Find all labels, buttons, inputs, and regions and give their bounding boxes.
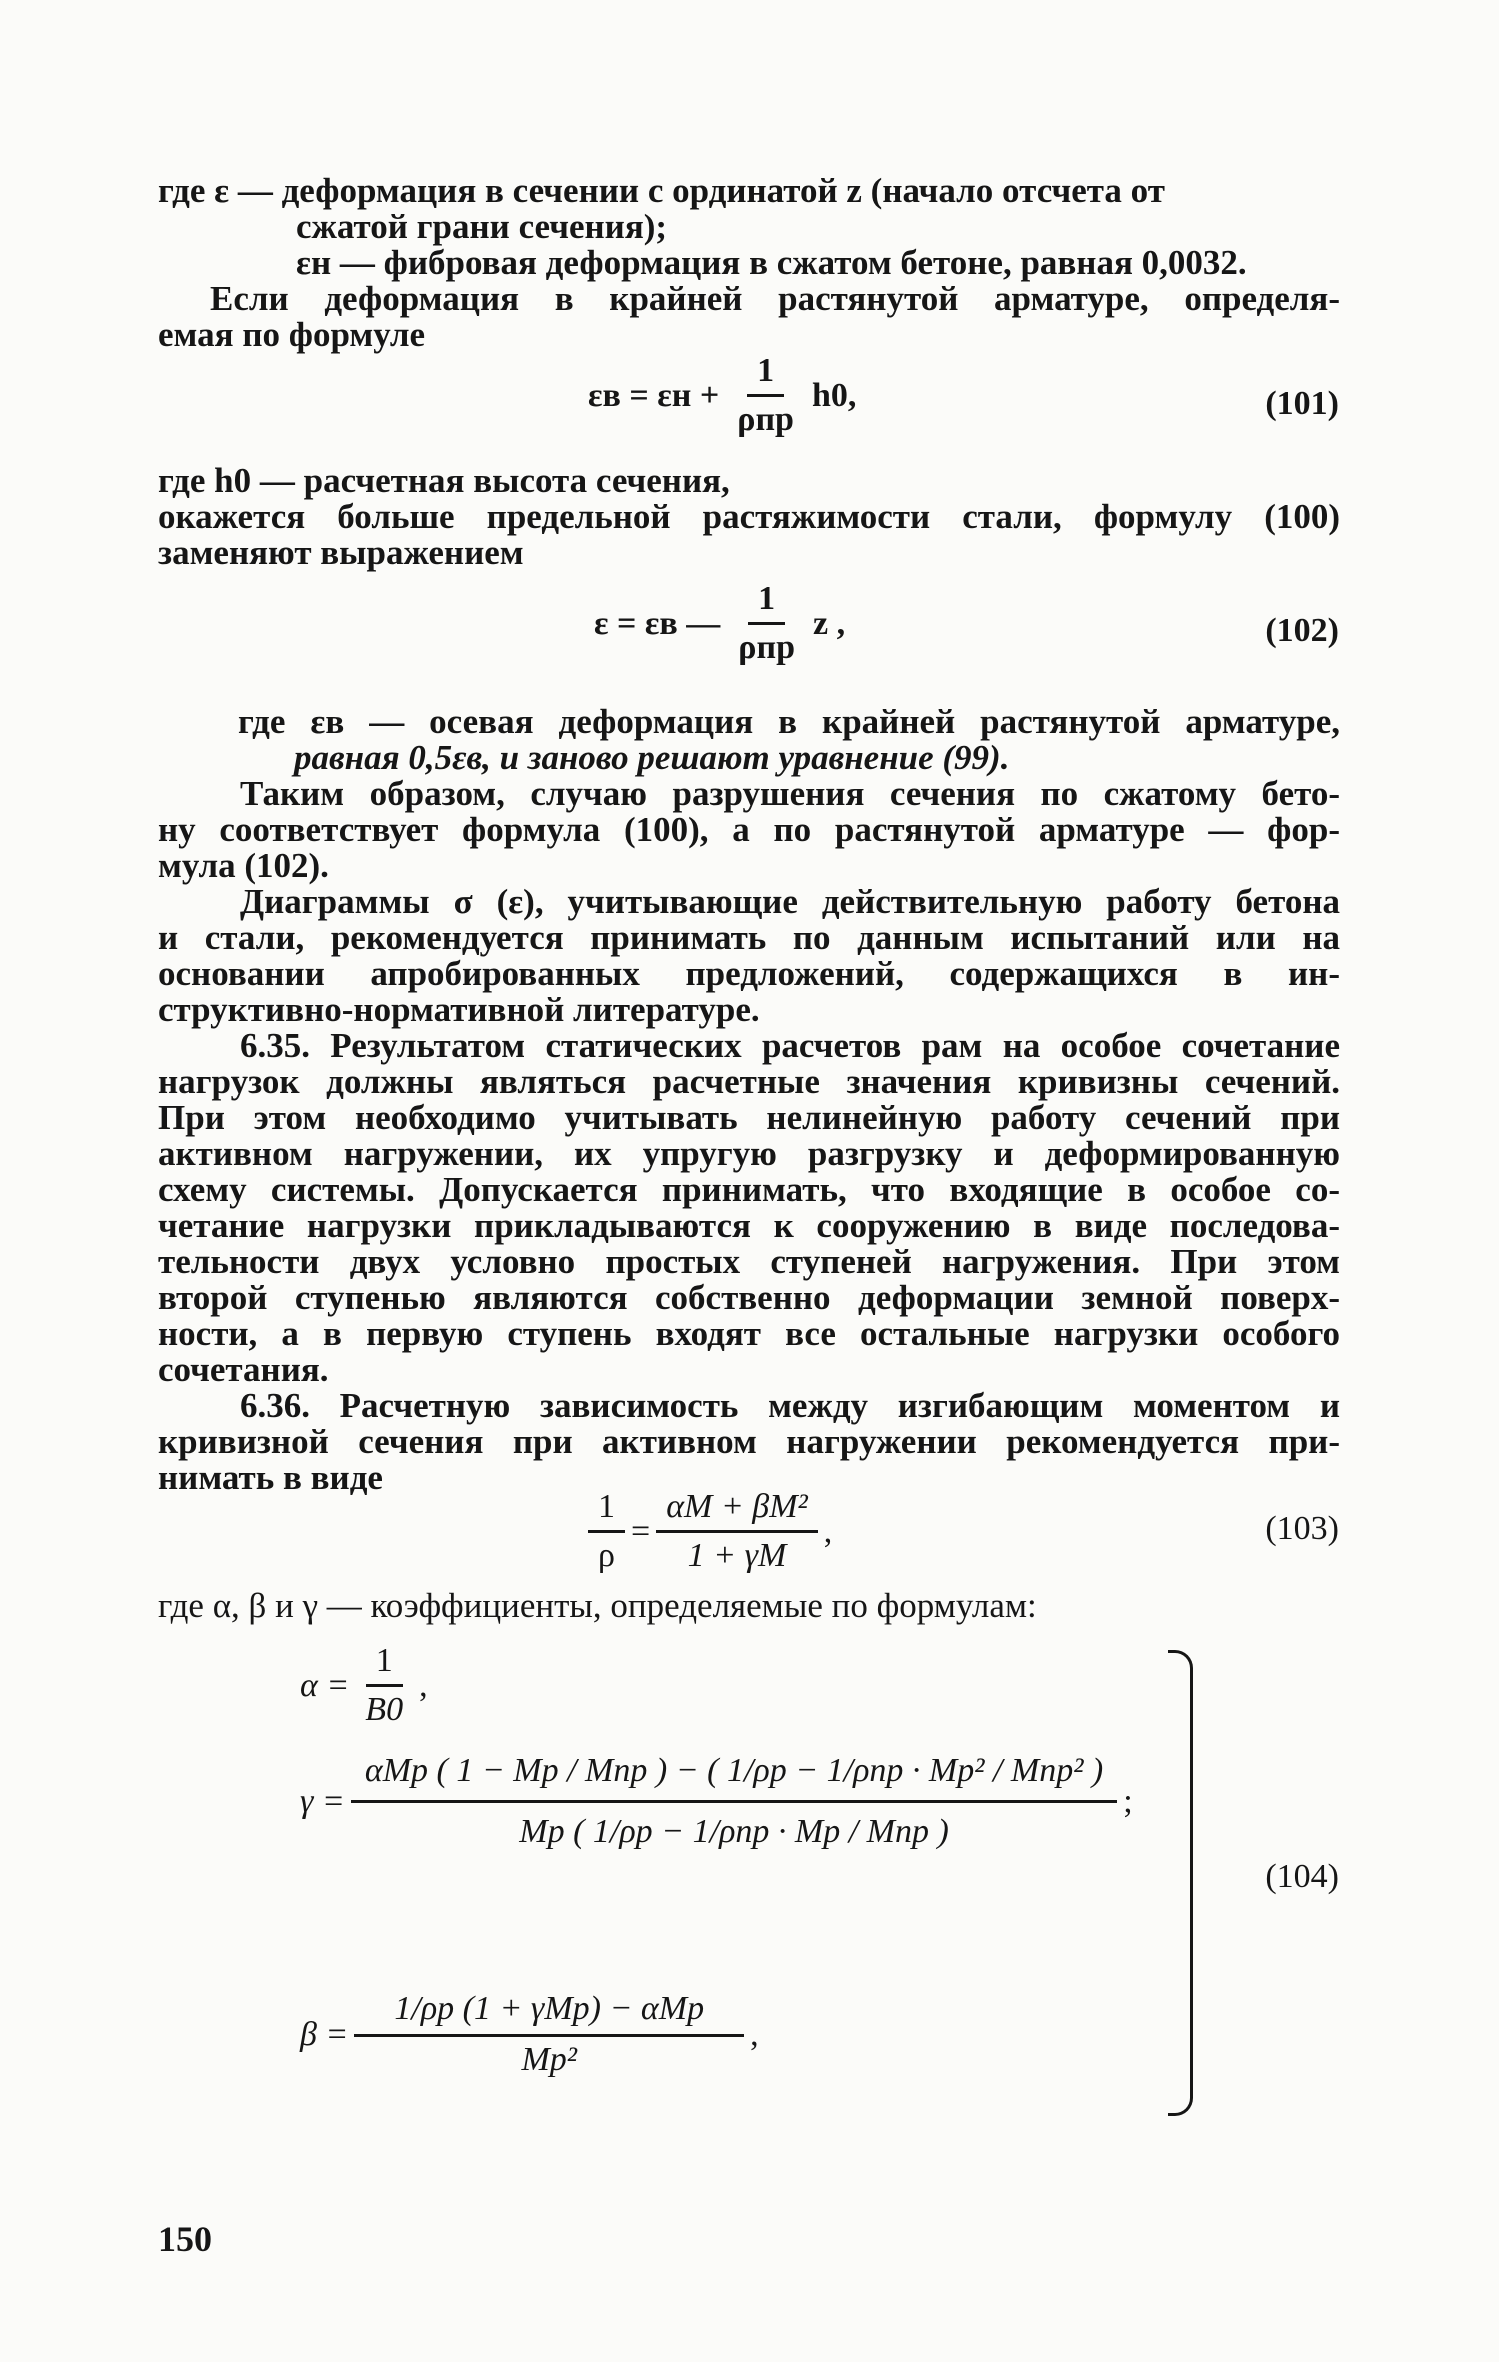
equation-102: ε = εв — $\frac{1}{\text{ρпр}}$ z ,: [594, 580, 846, 666]
page-number: 150: [158, 2219, 212, 2259]
text-line: структивно-нормативной литературе.: [158, 990, 760, 1029]
equation-lhs: εв = εн +: [588, 376, 720, 414]
text-line: тельности двух условно простых ступеней нагружения. При этом: [158, 1242, 1340, 1281]
text-line: емая по формуле: [158, 315, 426, 354]
text-line: При этом необходимо учитывать нелинейную работу сечений при: [158, 1098, 1340, 1137]
system-bracket: [1168, 1650, 1193, 2116]
text-line: нагрузок должны являться расчетные значения кривизны сечений.: [158, 1062, 1340, 1101]
equation-gamma: γ = $\frac{\text{αMp ( 1 − Mp / Mпр ) − ( 1/ρp − 1/ρпр · Mp² / Mпр² )}}{\text{Mp ( 1/ρp − 1/ρпр · Mp / Mпр )}}$ ;: [300, 1752, 1133, 1850]
fraction: $\frac{1}{\rho}$: [588, 1488, 625, 1575]
equation-beta: β = $\frac{\text{1/ρp (1 + γMp) − αMp}}{\text{Mp²}}$ ,: [300, 1990, 759, 2078]
text-line: где α, β и γ — коэффициенты, определяемые по формулам:: [158, 1586, 1037, 1625]
text-line: где εв — осевая деформация в крайней растянутой арматуре,: [238, 702, 1340, 741]
equation-number: (104): [1265, 1858, 1339, 1895]
text-line: четание нагрузки прикладываются к сооружению в виде последова-: [158, 1206, 1340, 1245]
text-line: равная 0,5εв, и заново решают уравнение (99).: [294, 738, 1010, 777]
equation-103: $\frac{1}{\rho}$ = $\frac{\text{αM + βM²}}{1 + \gamma M}$ ,: [588, 1488, 832, 1575]
text-line: 6.36. Расчетную зависимость между изгибающим моментом и: [240, 1386, 1340, 1425]
equation-101: εв = εн + $\frac{1}{\text{ρпр}}$ h0,: [588, 352, 857, 438]
text-line: ну соответствует формула (100), а по растянутой арматуре — фор-: [158, 810, 1340, 849]
text-line: нимать в виде: [158, 1458, 383, 1497]
text-line: второй ступенью являются собственно деформации земной поверх-: [158, 1278, 1340, 1317]
text-line: окажется больше предельной растяжимости стали, формулу (100): [158, 497, 1340, 536]
text-line: заменяют выражением: [158, 533, 524, 572]
text-line: 6.35. Результатом статических расчетов рам на особое сочетание: [240, 1026, 1340, 1065]
fraction: $\frac{1}{\text{ρпр}}$: [738, 580, 795, 666]
text-line: ности, а в первую ступень входят все остальные нагрузки особого: [158, 1314, 1340, 1353]
fraction: $\frac{1}{B0}$: [365, 1642, 404, 1728]
text-line: где h0 — расчетная высота сечения,: [158, 461, 730, 500]
text-line: εн — фибровая деформация в сжатом бетоне, равная 0,0032.: [296, 243, 1247, 282]
equation-number: (101): [1265, 385, 1339, 422]
text-line: сжатой грани сечения);: [296, 207, 668, 246]
equation-alpha: α = $\frac{1}{B0}$ ,: [300, 1642, 428, 1728]
text-line: Если деформация в крайней растянутой арматуре, определя-: [210, 279, 1340, 318]
text-line: сочетания.: [158, 1350, 329, 1389]
text-line: схему системы. Допускается принимать, что входящие в особое со-: [158, 1170, 1340, 1209]
text-line: Таким образом, случаю разрушения сечения по сжатому бето-: [240, 774, 1340, 813]
fraction: $\frac{\text{αM + βM²}}{1 + \gamma M}$: [656, 1488, 818, 1575]
fraction: $\frac{1}{\text{ρпр}}$: [737, 352, 794, 438]
text-line: основании апробированных предложений, содержащихся в ин-: [158, 954, 1340, 993]
text-line: активном нагружении, их упругую разгрузку и деформированную: [158, 1134, 1340, 1173]
fraction: $\frac{\text{1/ρp (1 + γMp) − αMp}}{\text{Mp²}}$: [354, 1990, 744, 2079]
text-line: где ε — деформация в сечении с ординатой z (начало отсчета от: [158, 171, 1165, 210]
text-line: мула (102).: [158, 846, 329, 885]
equation-number: (103): [1265, 1510, 1339, 1547]
text-line: кривизной сечения при активном нагружении рекомендуется при-: [158, 1422, 1340, 1461]
text-line: Диаграммы σ (ε), учитывающие действительную работу бетона: [240, 882, 1340, 921]
equation-lhs: ε = εв —: [594, 604, 721, 642]
equation-number: (102): [1265, 612, 1339, 649]
text-line: и стали, рекомендуется принимать по данным испытаний или на: [158, 918, 1340, 957]
fraction: $\frac{\text{αMp ( 1 − Mp / Mпр ) − ( 1/ρp − 1/ρпр · Mp² / Mпр² )}}{\text{Mp ( 1/ρp − 1/ρпр · Mp / Mпр )}}$: [351, 1752, 1117, 1851]
